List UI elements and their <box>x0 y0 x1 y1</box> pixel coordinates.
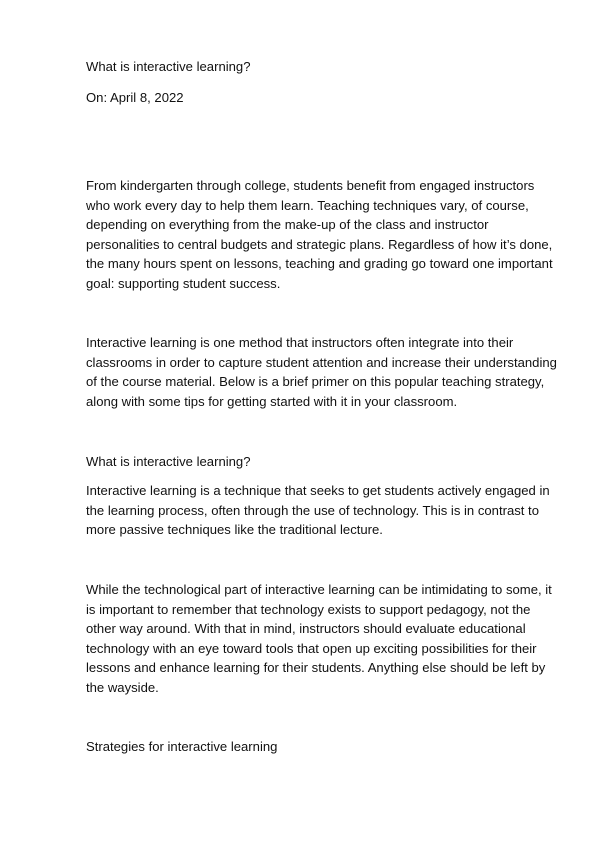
paragraph-definition: Interactive learning is a technique that seeks to get students actively engaged in the learning process, often through the use of technology. This is in contrast to more passive techniques like the traditional lecture. <box>86 483 550 538</box>
paragraph-technology: While the technological part of interactive learning can be intimidating to some, it is important to remember that technology exists to support pedagogy, not the other way around. With that in mind, instructors should evaluate educational technology with an eye toward tools that open up exciting possibilities for their lessons and enhance learning for their students. Anything else should be left by the wayside. <box>86 582 552 695</box>
paragraph-intro: From kindergarten through college, students benefit from engaged instructors who work every day to help them learn. Teaching techniques vary, of course, depending on everything from the make-up of the class and instructor personalities to central budgets and strategic plans. Regardless of how it’s done, the many hours spent on lessons, teaching and grading go toward one important goal: supporting student success. <box>86 178 553 291</box>
section-heading-what-is: What is interactive learning? <box>86 454 251 469</box>
document-title: What is interactive learning? <box>86 59 251 74</box>
publish-date: On: April 8, 2022 <box>86 90 184 105</box>
section-heading-strategies: Strategies for interactive learning <box>86 739 278 754</box>
paragraph-method: Interactive learning is one method that instructors often integrate into their classrooms in order to capture student attention and increase their understanding of the course material. Below is a brief primer on this popular teaching strategy, along with some tips for getting started with it in your classroom. <box>86 335 557 409</box>
